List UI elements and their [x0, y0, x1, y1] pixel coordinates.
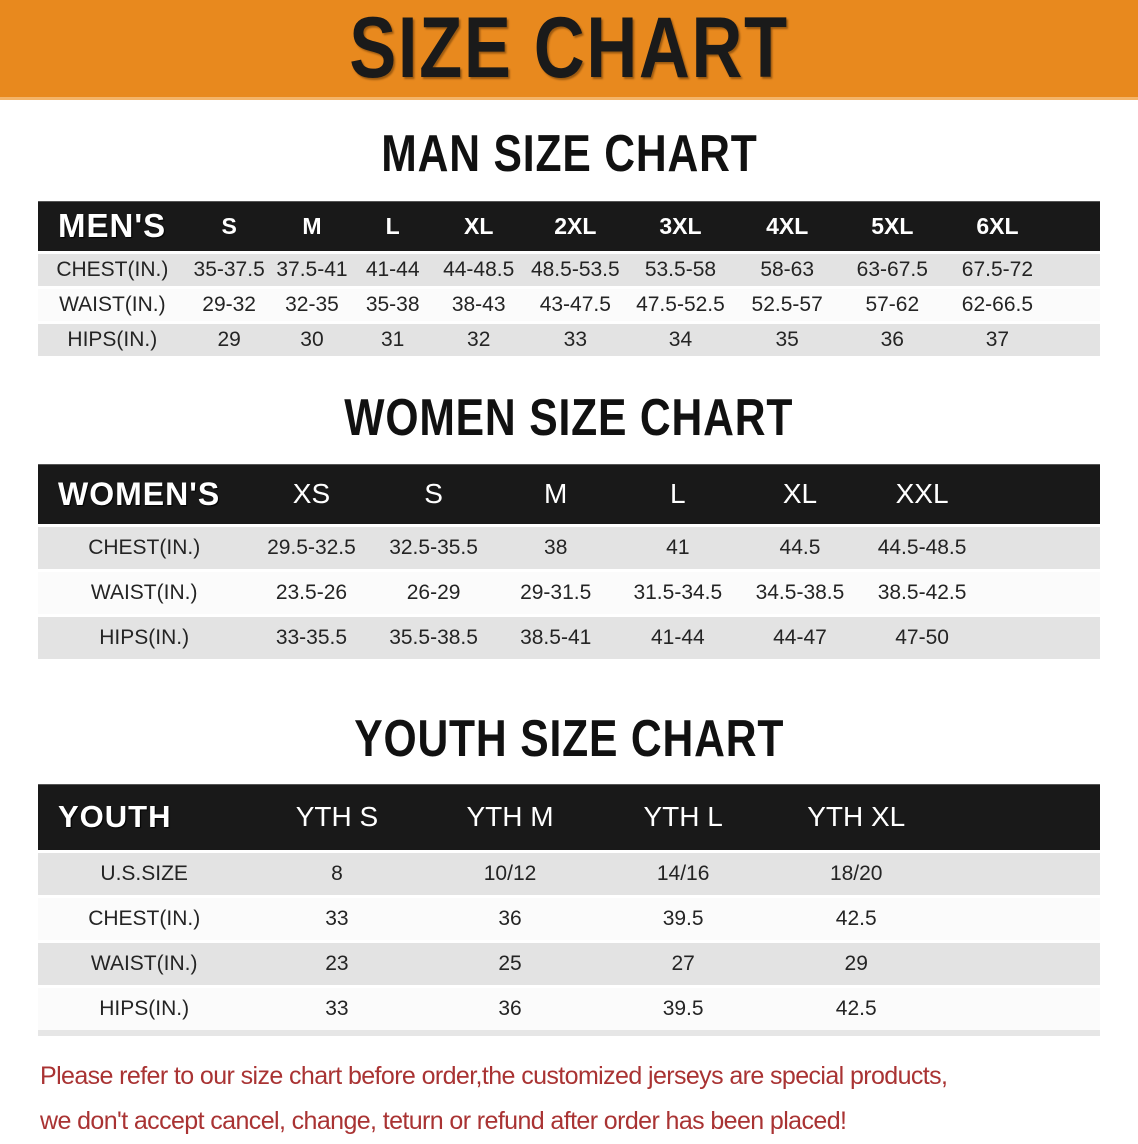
disclaimer-text [40, 1054, 1138, 1144]
youth-hips-value: 33 [325, 997, 349, 1020]
youth-ussize-value: 14/16 [656, 862, 710, 885]
men-table-header-row [38, 201, 1100, 251]
men-chest-value: 63-67.5 [856, 258, 928, 281]
women-col-m: M [544, 478, 568, 509]
men-col-6xl: 6XL [976, 212, 1019, 239]
men-waist-value: 52.5-57 [751, 293, 823, 316]
women-waist-value: 26-29 [406, 581, 461, 604]
youth-hips-label: HIPS(IN.) [99, 997, 190, 1020]
men-hips-value: 36 [880, 328, 904, 351]
women-section-title: WOMEN SIZE CHART [344, 389, 794, 447]
women-hips-value: 41-44 [650, 626, 705, 649]
men-chest-row [38, 254, 1100, 286]
men-waist-row [38, 289, 1100, 321]
youth-chest-value: 39.5 [662, 907, 704, 930]
men-chest-value: 53.5-58 [644, 258, 717, 281]
youth-chest-value: 33 [325, 907, 349, 930]
men-waist-value: 38-43 [451, 293, 506, 316]
youth-ussize-value: 8 [331, 862, 343, 885]
women-hips-value: 44-47 [773, 626, 827, 649]
youth-hips-value: 39.5 [662, 997, 704, 1020]
men-waist-value: 43-47.5 [539, 293, 611, 316]
youth-hips-value: 42.5 [835, 997, 877, 1020]
men-hips-value: 31 [381, 328, 405, 351]
women-chest-value: 38 [544, 536, 568, 559]
men-hips-value: 30 [300, 328, 324, 351]
men-col-m: M [302, 212, 322, 239]
women-hips-label: HIPS(IN.) [99, 626, 190, 649]
youth-col-s: YTH S [295, 801, 379, 832]
youth-table-header-label: YOUTH [58, 799, 172, 834]
women-chest-value: 29.5-32.5 [267, 536, 356, 559]
women-hips-row [38, 617, 1100, 659]
men-waist-value: 32-35 [285, 293, 339, 316]
women-hips-value: 47-50 [895, 626, 949, 649]
women-waist-value: 31.5-34.5 [633, 581, 723, 604]
youth-col-xl: YTH XL [807, 801, 906, 832]
men-chest-value: 41-44 [365, 258, 420, 281]
men-hips-value: 35 [775, 328, 799, 351]
men-col-xl: XL [464, 212, 494, 239]
youth-size-table [38, 784, 1100, 1036]
banner-title: SIZE CHART [349, 0, 789, 96]
men-hips-value: 33 [563, 328, 587, 351]
men-chest-value: 58-63 [760, 258, 815, 281]
women-size-table [38, 464, 1100, 659]
men-hips-row [38, 324, 1100, 356]
women-chest-value: 41 [666, 536, 690, 559]
youth-waist-value: 29 [844, 952, 868, 975]
youth-ussize-value: 10/12 [483, 862, 537, 885]
men-hips-value: 32 [467, 328, 491, 351]
women-table-header-row [38, 464, 1100, 524]
youth-chest-row [38, 898, 1100, 940]
women-hips-value: 35.5-38.5 [389, 626, 478, 649]
women-waist-value: 23.5-26 [275, 581, 348, 604]
women-hips-value: 33-35.5 [275, 626, 348, 649]
women-waist-label: WAIST(IN.) [90, 581, 198, 604]
youth-chest-label: CHEST(IN.) [88, 907, 201, 930]
women-waist-value: 34.5-38.5 [755, 581, 845, 604]
women-col-xl: XL [782, 478, 818, 509]
women-col-l: L [670, 478, 686, 509]
women-chest-row [38, 527, 1100, 569]
men-waist-value: 57-62 [865, 293, 920, 316]
women-waist-row [38, 572, 1100, 614]
men-chest-value: 35-37.5 [193, 258, 265, 281]
men-col-5xl: 5XL [871, 212, 914, 239]
youth-waist-label: WAIST(IN.) [90, 952, 198, 975]
youth-section-title: YOUTH SIZE CHART [353, 710, 785, 768]
size-chart-banner [0, 0, 1138, 100]
women-col-xxl: XXL [895, 478, 949, 509]
disclaimer-line-2: we don't accept cancel, change, teturn or refund after order has been placed! [40, 1107, 847, 1135]
men-waist-value: 62-66.5 [961, 293, 1034, 316]
men-hips-value: 29 [217, 328, 241, 351]
men-waist-value: 29-32 [202, 293, 256, 316]
youth-waist-value: 25 [498, 952, 522, 975]
youth-table-header-row [38, 784, 1100, 850]
youth-waist-value: 23 [325, 952, 349, 975]
men-col-s: S [221, 212, 237, 239]
women-chest-label: CHEST(IN.) [88, 536, 201, 559]
men-section-title: MAN SIZE CHART [380, 125, 758, 183]
men-chest-value: 44-48.5 [443, 258, 515, 281]
men-col-4xl: 4XL [766, 212, 809, 239]
men-col-3xl: 3XL [659, 212, 702, 239]
women-table-header-label: WOMEN'S [58, 475, 221, 512]
men-chest-value: 37.5-41 [276, 258, 348, 281]
women-col-xs: XS [292, 478, 331, 509]
youth-chest-value: 42.5 [835, 907, 877, 930]
men-size-table [38, 201, 1100, 356]
women-chest-value: 44.5-48.5 [877, 536, 967, 559]
men-col-2xl: 2XL [554, 212, 597, 239]
youth-hips-value: 36 [498, 997, 522, 1020]
men-chest-value: 67.5-72 [961, 258, 1034, 281]
youth-waist-value: 27 [671, 952, 695, 975]
youth-ussize-row [38, 853, 1100, 895]
women-col-s: S [424, 478, 443, 509]
women-hips-value: 38.5-41 [520, 626, 592, 649]
women-chest-value: 44.5 [779, 536, 821, 559]
disclaimer-line-1: Please refer to our size chart before order,the customized jerseys are special products, [40, 1062, 948, 1090]
men-waist-value: 35-38 [365, 293, 420, 316]
men-hips-value: 34 [668, 328, 693, 351]
women-waist-value: 38.5-42.5 [877, 581, 967, 604]
youth-ussize-label: U.S.SIZE [100, 862, 188, 885]
men-col-l: L [385, 212, 400, 239]
men-table-header-label: MEN'S [58, 207, 167, 244]
youth-col-l: YTH L [643, 801, 723, 832]
youth-col-m: YTH M [466, 801, 554, 832]
youth-hips-row [38, 988, 1100, 1030]
men-chest-value: 48.5-53.5 [530, 258, 620, 281]
youth-chest-value: 36 [498, 907, 522, 930]
men-hips-value: 37 [985, 328, 1010, 351]
men-waist-label: WAIST(IN.) [59, 293, 166, 316]
women-waist-value: 29-31.5 [520, 581, 592, 604]
men-waist-value: 47.5-52.5 [636, 293, 725, 316]
youth-waist-row [38, 943, 1100, 985]
youth-ussize-value: 18/20 [829, 862, 883, 885]
men-chest-label: CHEST(IN.) [56, 258, 169, 281]
men-hips-label: HIPS(IN.) [67, 328, 158, 351]
women-chest-value: 32.5-35.5 [389, 536, 478, 559]
